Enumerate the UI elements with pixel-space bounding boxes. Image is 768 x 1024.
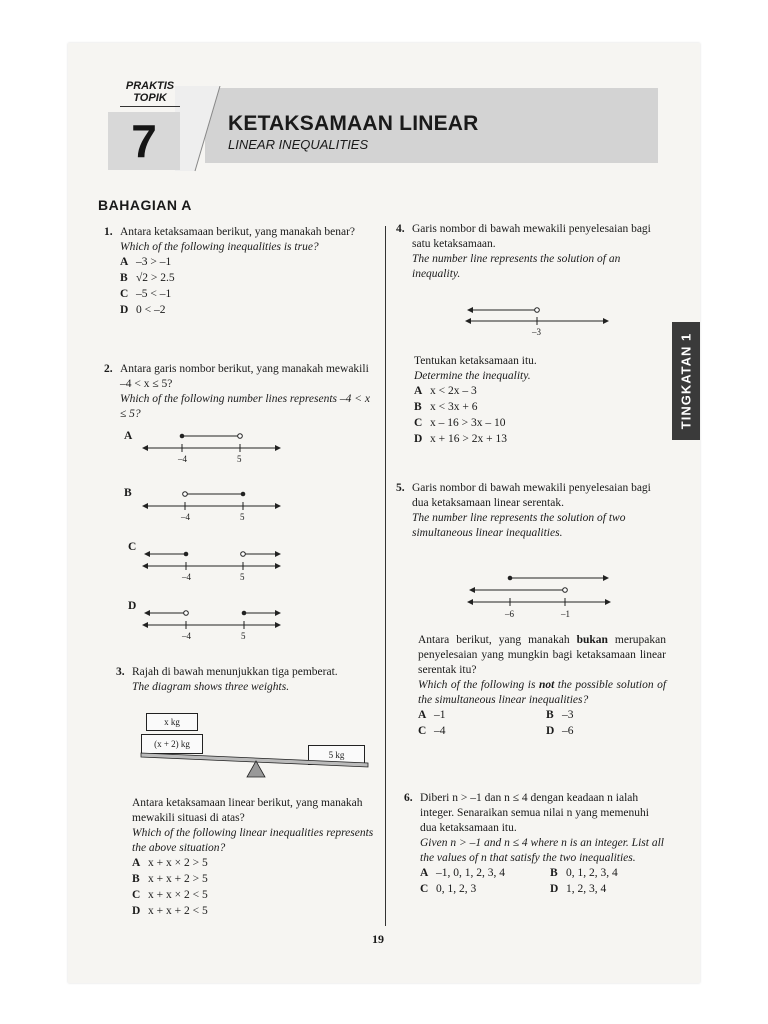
option-d: D x + 16 > 2x + 13 [414,433,507,445]
column-divider [385,226,386,926]
option-a: A –1, 0, 1, 2, 3, 4 [420,867,505,879]
header-chevron [175,86,235,176]
option-d: D 1, 2, 3, 4 [550,883,607,895]
option-a: A x < 2x – 3 [414,385,477,397]
side-tab-label: TINGKATAN 1 [678,332,694,430]
tick-label: 5 [240,572,245,582]
question-text-en: Which of the following inequalities is true? [120,241,319,253]
seesaw [108,703,378,783]
question-number: 4. [396,223,405,235]
option-a: A –1 [418,709,446,721]
option-a-letter: A [124,430,133,442]
option-b: B √2 > 2.5 [120,272,175,284]
question-text-en: Which of the following is not the possible solution of the simultaneous linear inequalities? [418,679,667,706]
option-c: C 0, 1, 2, 3 [420,883,477,895]
question-text-en: The diagram shows three weights. [132,681,290,693]
number-line-q4 [463,302,613,340]
question-text-ms: Tentukan ketaksamaan itu. [414,355,537,367]
question-text-ms: Antara ketaksamaan berikut, yang manakah benar? [120,226,356,238]
weight-x: x kg [146,713,198,731]
tick-label: –4 [182,572,191,582]
option-d: D –6 [546,725,574,737]
option-b: B x + x + 2 > 5 [132,873,208,885]
topic-badge [120,80,180,104]
side-tab [672,322,700,440]
tick-label: 5 [241,631,246,641]
tick-label: –1 [561,609,570,619]
option-a: A –3 > –1 [120,256,172,268]
option-b: B 0, 1, 2, 3, 4 [550,867,618,879]
option-c: C x – 16 > 3x – 10 [414,417,506,429]
tick-label: –4 [181,512,190,522]
number-line-a [140,428,285,468]
badge-line2: TOPIK [133,92,167,104]
tick-label: –3 [532,327,541,337]
weights-diagram [108,703,378,783]
question-number: 3. [116,666,125,678]
question-text-ms: Garis nombor di bawah mewakili penyelesaian bagi dua ketaksamaan linear serentak. [412,482,651,509]
tick-label: –6 [505,609,514,619]
option-b: B –3 [546,709,574,721]
question-number: 2. [104,363,113,375]
option-c: C –5 < –1 [120,288,172,300]
tick-label: –4 [182,631,191,641]
option-d: D 0 < –2 [120,304,166,316]
option-c: C –4 [418,725,446,737]
question-text-ms: Antara berikut, yang manakah bukan merupakan penyelesaian yang mungkin bagi ketaksamaan linear serentak itu? [418,634,667,676]
tick-label: 5 [237,454,242,464]
topic-number: 7 [108,112,180,170]
option-b-letter: B [124,487,132,499]
number-line-b [140,486,285,526]
question-number: 5. [396,482,405,494]
question-text-ms: Antara ketaksamaan linear berikut, yang manakah mewakili situasi di atas? [132,797,363,824]
badge-rule [120,106,180,107]
question-5-prompt [418,633,666,740]
question-number: 6. [404,792,413,804]
option-d: D x + x + 2 < 5 [132,905,208,917]
question-text-en: Given n > –1 and n ≤ 4 where n is an integer. List all the values of n that satisfy the two inequalities. [420,837,664,864]
tick-label: –4 [178,454,187,464]
option-c-letter: C [128,541,137,553]
question-4-prompt [414,354,664,448]
option-a: A x + x × 2 > 5 [132,857,208,869]
question-text-en: The number line represents the solution of two simultaneous linear inequalities. [412,512,626,539]
page-subtitle: LINEAR INEQUALITIES [228,137,369,152]
question-text-ms: Antara garis nombor berikut, yang manakah mewakili –4 < x ≤ 5? [120,363,369,390]
option-b: B x < 3x + 6 [414,401,478,413]
number-line-q5 [465,572,615,622]
question-text-ms: Diberi n > –1 dan n ≤ 4 dengan keadaan n ialah integer. Senaraikan semua nilai n yang memenuhi dua ketaksamaan itu. [420,792,649,834]
number-line-d [140,605,285,645]
question-text-ms: Rajah di bawah menunjukkan tiga pemberat. [132,666,338,678]
question-text-en: Determine the inequality. [414,370,531,382]
page-title: KETAKSAMAAN LINEAR [228,112,479,135]
weight-5kg: 5 kg [308,745,365,765]
weight-x-plus-2: (x + 2) kg [141,734,203,754]
question-text-en: The number line represents the solution of an inequality. [412,253,621,280]
badge-line1: PRAKTIS [125,80,175,92]
question-3-prompt [132,796,378,920]
option-d-letter: D [128,600,137,612]
question-text-en: Which of the following linear inequalities represents the above situation? [132,827,374,854]
option-c: C x + x × 2 < 5 [132,889,208,901]
tick-label: 5 [240,512,245,522]
page-number: 19 [372,932,384,946]
question-text-en: Which of the following number lines represents –4 < x ≤ 5? [120,393,370,420]
question-number: 1. [104,226,113,238]
number-line-c [140,546,285,586]
question-text-ms: Garis nombor di bawah mewakili penyelesaian bagi satu ketaksamaan. [412,223,651,250]
section-label: BAHAGIAN A [98,197,192,213]
